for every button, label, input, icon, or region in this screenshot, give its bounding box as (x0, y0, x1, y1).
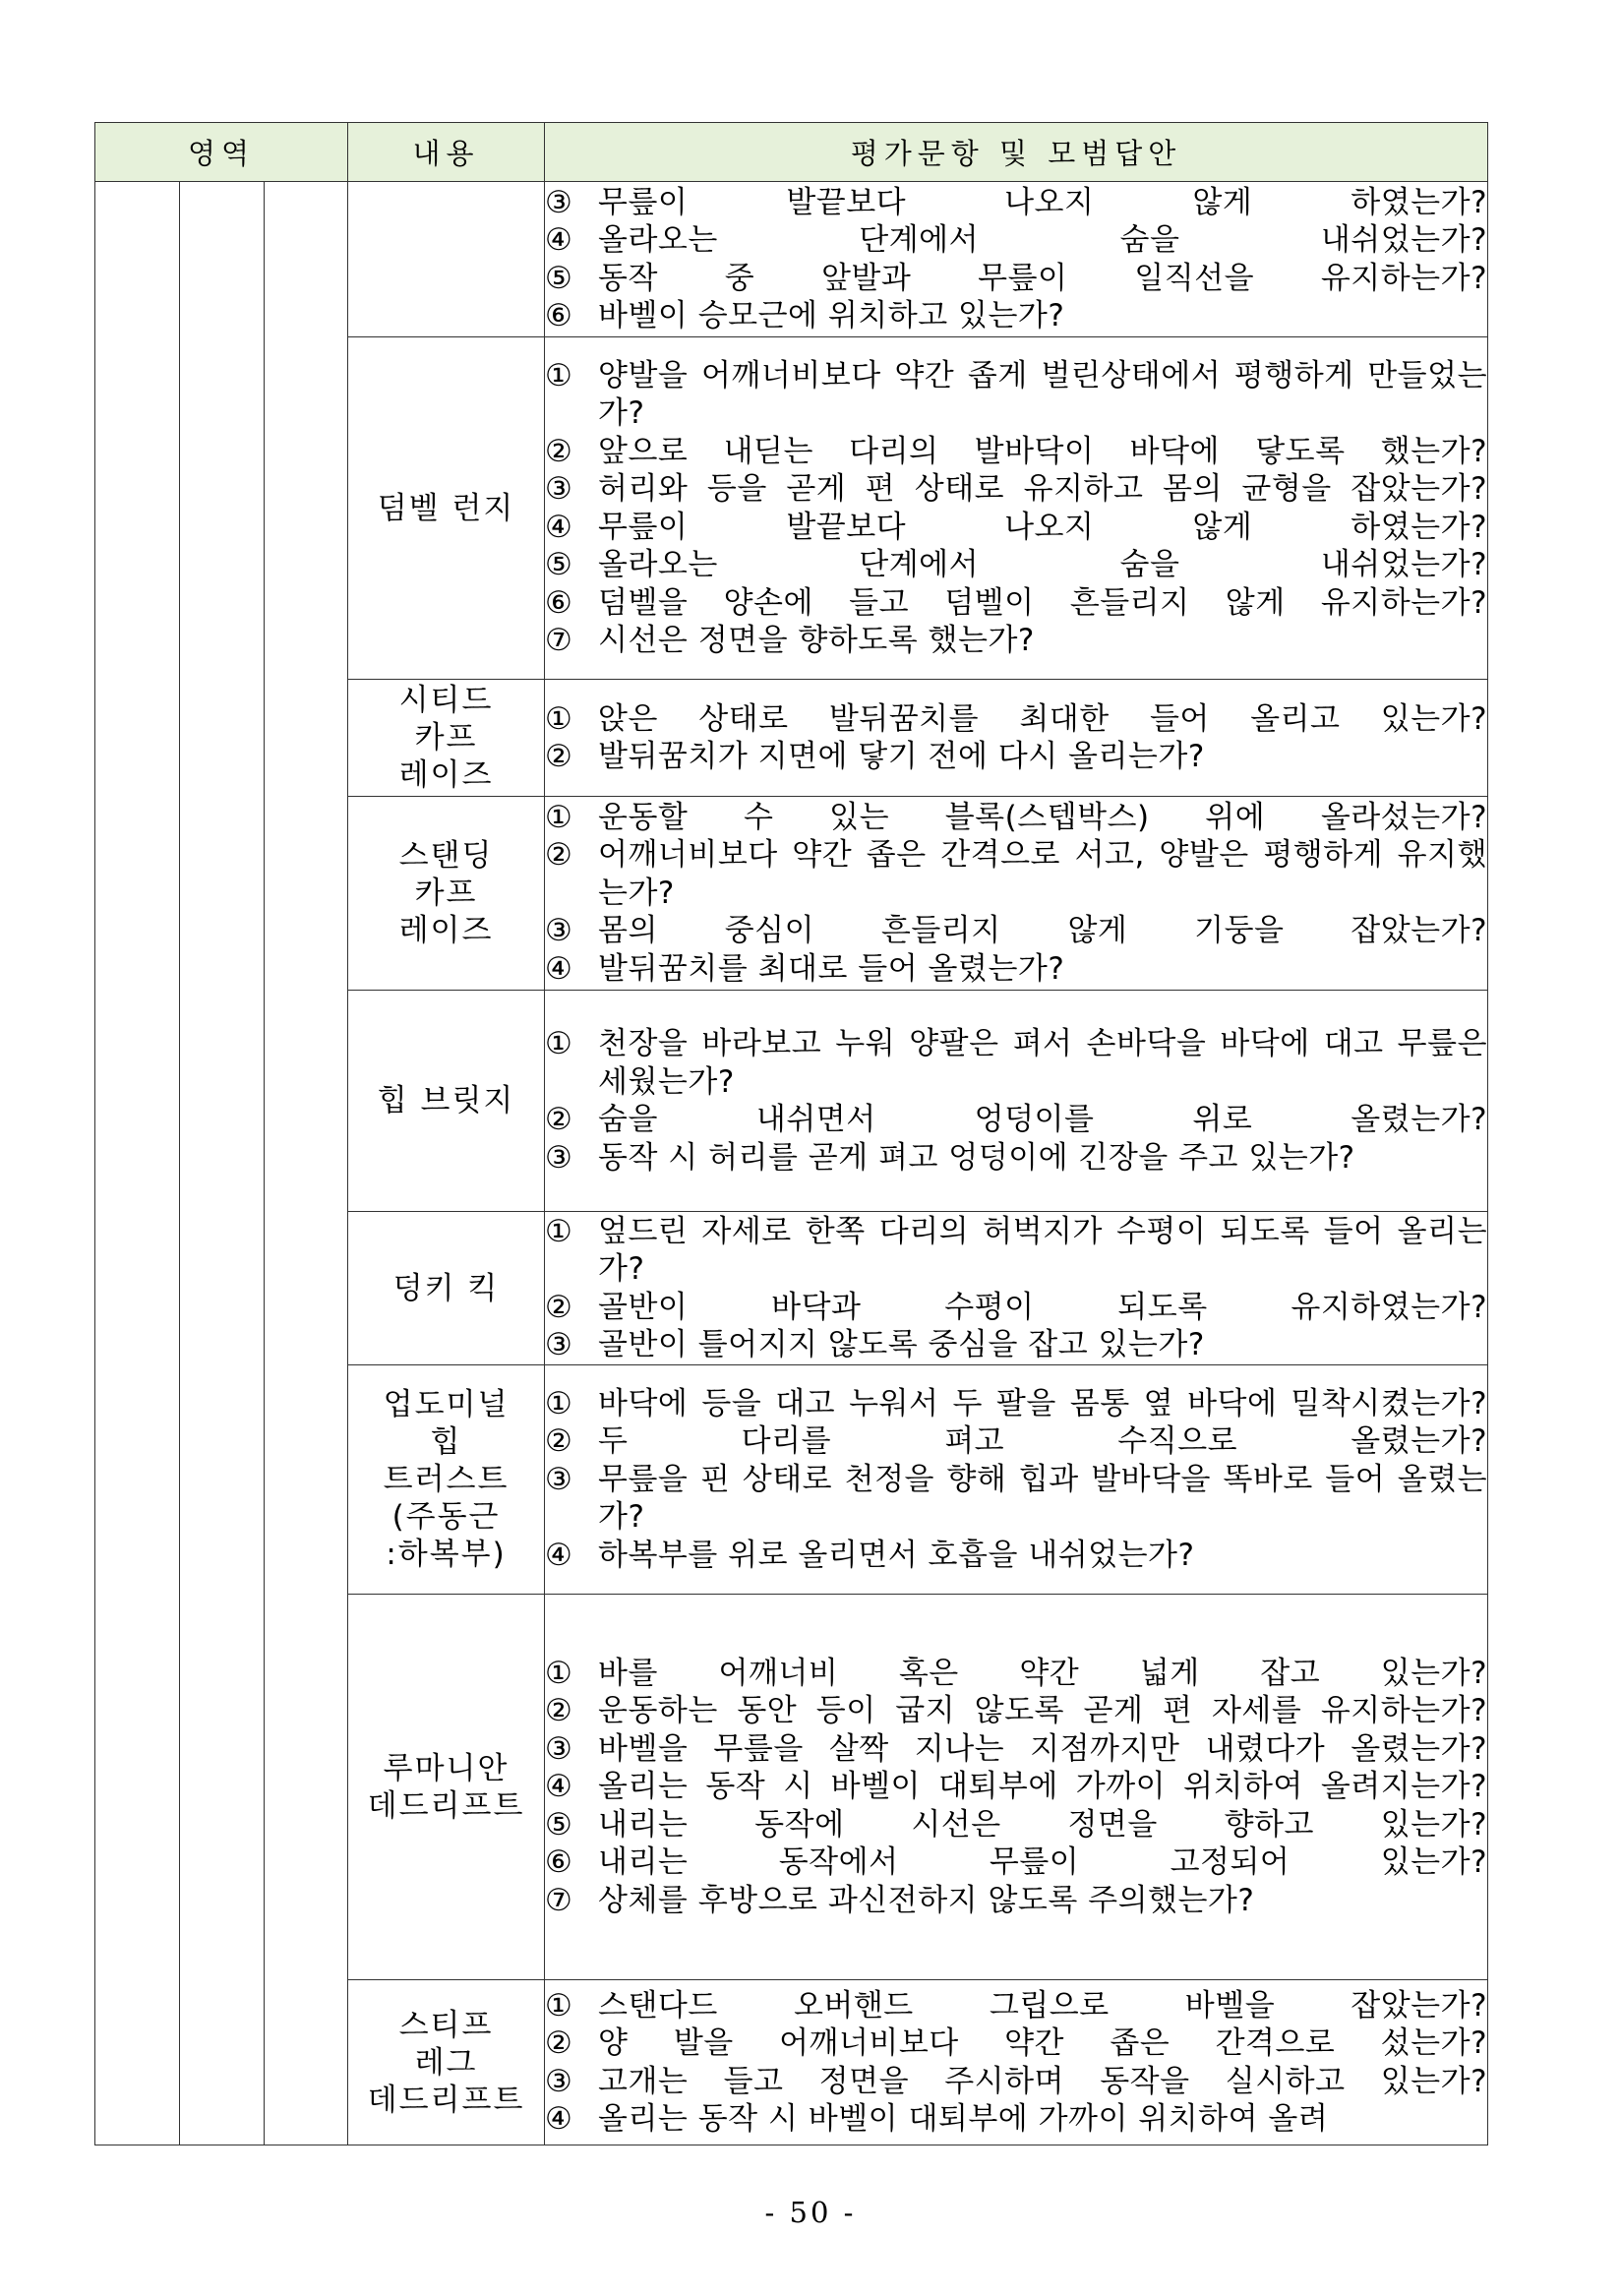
item-text: 발뒤꿈치를 최대로 들어 올렸는가? (598, 950, 1065, 987)
item-number: ③ (545, 184, 573, 220)
item-text: 발뒤꿈치가 지면에 닿기 전에 다시 올리는가? (598, 739, 1205, 774)
criteria-cell (545, 1980, 1488, 2145)
exercise-name (348, 991, 545, 1212)
item-text: 바벨이 승모근에 위치하고 있는가? (598, 298, 1065, 333)
evaluation-table (94, 122, 1488, 2145)
item-number: ⑦ (545, 623, 573, 658)
item-number: ④ (545, 1769, 573, 1805)
criteria-item (545, 1101, 1487, 1139)
criteria-item (545, 509, 1487, 547)
header-criteria: 평가문항 및 모범답안 (545, 123, 1488, 182)
item-text: 하복부를 위로 올리면서 호흡을 내쉬었는가? (598, 1537, 1195, 1573)
item-text: 올라오는 단계에서 숨을 내쉬었는가? (598, 547, 1488, 582)
item-text: 어깨너비보다 약간 좁은 간격으로 서고, 양발은 평행하게 유지했는가? (598, 837, 1488, 911)
criteria-item (545, 1289, 1487, 1327)
exercise-name-line: 데드리프트 (367, 1787, 525, 1824)
item-number: ③ (545, 1139, 573, 1176)
exercise-name-line: (주동근 (391, 1499, 501, 1535)
criteria-item (545, 221, 1487, 260)
criteria-item (545, 2024, 1487, 2063)
criteria-item (545, 1461, 1487, 1537)
criteria-cell (545, 797, 1488, 991)
header-area: 영역 (95, 123, 348, 182)
item-text: 엎드린 자세로 한쪽 다리의 허벅지가 수평이 되도록 들어 올리는가? (598, 1213, 1488, 1287)
item-text: 무릎을 핀 상태로 천정을 향해 힙과 발바닥을 똑바로 들어 올렸는가? (598, 1461, 1488, 1536)
item-number: ③ (545, 1327, 573, 1362)
item-number: ④ (545, 950, 573, 987)
item-text: 양 발을 어깨너비보다 약간 좁은 간격으로 섰는가? (598, 2025, 1488, 2061)
criteria-item (545, 1655, 1487, 1693)
criteria-item (545, 1987, 1487, 2025)
item-text: 스탠다드 오버핸드 그립으로 바벨을 잡았는가? (598, 1987, 1488, 2024)
area-col-2 (180, 182, 265, 2145)
item-number: ⑦ (545, 1882, 573, 1918)
criteria-item (545, 433, 1487, 471)
item-text: 운동할 수 있는 블록(스텝박스) 위에 올라섰는가? (598, 799, 1488, 835)
item-text: 내리는 동작에 시선은 정면을 향하고 있는가? (598, 1806, 1488, 1843)
criteria-item (545, 1806, 1487, 1844)
exercise-name-line: 데드리프트 (367, 2082, 525, 2118)
criteria-cell (545, 991, 1488, 1212)
criteria-item (545, 1537, 1487, 1575)
item-number: ① (545, 1026, 573, 1061)
criteria-item (545, 622, 1487, 660)
item-number: ⑤ (545, 1806, 573, 1843)
criteria-cell (545, 680, 1488, 797)
item-text: 올리는 동작 시 바벨이 대퇴부에 가까이 위치하여 올려 (598, 2101, 1329, 2137)
criteria-item (545, 700, 1487, 739)
criteria-cell (545, 1365, 1488, 1595)
exercise-name (348, 680, 545, 797)
area-col-1 (95, 182, 180, 2145)
exercise-name-line: 레그 (414, 2044, 478, 2081)
item-number: ⑤ (545, 547, 573, 582)
item-text: 골반이 틀어지지 않도록 중심을 잡고 있는가? (598, 1327, 1205, 1362)
exercise-name-line: 시티드 (398, 683, 494, 718)
item-text: 덤벨을 양손에 들고 덤벨이 흔들리지 않게 유지하는가? (598, 584, 1488, 621)
item-number: ④ (545, 1537, 573, 1573)
exercise-name (348, 797, 545, 991)
item-number: ① (545, 1987, 573, 2024)
exercise-name-line: 스티프 (398, 2007, 494, 2043)
item-text: 숨을 내쉬면서 엉덩이를 위로 올렸는가? (598, 1102, 1488, 1137)
item-number: ① (545, 1655, 573, 1691)
criteria-item (545, 297, 1487, 335)
criteria-item (545, 2063, 1487, 2101)
item-number: ② (545, 433, 573, 469)
item-number: ② (545, 1423, 573, 1460)
criteria-item (545, 546, 1487, 584)
exercise-name-line: 덤벨 런지 (377, 490, 515, 526)
exercise-name (348, 1595, 545, 1980)
criteria-cell (545, 1595, 1488, 1980)
item-text: 몸의 중심이 흔들리지 않게 기둥을 잡았는가? (598, 913, 1488, 949)
criteria-item (545, 584, 1487, 623)
item-text: 바벨을 무릎을 살짝 지나는 지점까지만 내렸다가 올렸는가? (598, 1730, 1488, 1767)
item-text: 올리는 동작 시 바벨이 대퇴부에 가까이 위치하여 올려지는가? (598, 1769, 1488, 1805)
table-header-row (95, 123, 1488, 182)
criteria-item (545, 950, 1487, 989)
item-number: ③ (545, 913, 573, 949)
item-text: 양발을 어깨너비보다 약간 좁게 벌린상태에서 평행하게 만들었는가? (598, 357, 1488, 431)
item-text: 앉은 상태로 발뒤꿈치를 최대한 들어 올리고 있는가? (598, 700, 1488, 737)
exercise-name-line: 카프 (414, 876, 478, 911)
item-text: 두 다리를 펴고 수직으로 올렸는가? (598, 1423, 1488, 1460)
item-number: ② (545, 2025, 573, 2061)
item-number: ② (545, 1102, 573, 1137)
exercise-name (348, 337, 545, 680)
item-number: ① (545, 799, 573, 835)
item-number: ⑤ (545, 260, 573, 296)
table-body (95, 182, 1488, 2145)
item-text: 바를 어깨너비 혹은 약간 넓게 잡고 있는가? (598, 1655, 1488, 1691)
criteria-item (545, 1843, 1487, 1882)
criteria-item (545, 1326, 1487, 1364)
item-number: ① (545, 1385, 573, 1421)
area-col-3 (265, 182, 348, 2145)
criteria-item (545, 260, 1487, 298)
exercise-name (348, 1365, 545, 1595)
exercise-name-line: 루마니안 (383, 1750, 510, 1786)
exercise-name-line: 레이즈 (398, 913, 494, 948)
exercise-name (348, 1980, 545, 2145)
criteria-cell (545, 182, 1488, 337)
item-text: 고개는 들고 정면을 주시하며 동작을 실시하고 있는가? (598, 2063, 1488, 2099)
criteria-item (545, 1025, 1487, 1101)
item-number: ② (545, 1693, 573, 1729)
criteria-cell (545, 1212, 1488, 1365)
criteria-item (545, 470, 1487, 509)
item-number: ⑥ (545, 298, 573, 333)
item-number: ⑥ (545, 584, 573, 621)
criteria-item (545, 1730, 1487, 1769)
item-text: 바닥에 등을 대고 누워서 두 팔을 몸통 옆 바닥에 밀착시켰는가? (598, 1385, 1488, 1421)
item-number: ② (545, 1289, 573, 1325)
item-number: ③ (545, 2063, 573, 2099)
exercise-name-line: :하복부) (386, 1537, 507, 1572)
item-text: 무릎이 발끝보다 나오지 않게 하였는가? (598, 184, 1488, 220)
criteria-item (545, 2100, 1487, 2139)
item-text: 상체를 후방으로 과신전하지 않도록 주의했는가? (598, 1882, 1255, 1918)
table-row (95, 182, 1488, 337)
item-number: ② (545, 739, 573, 774)
item-text: 동작 시 허리를 곧게 펴고 엉덩이에 긴장을 주고 있는가? (598, 1139, 1355, 1176)
criteria-item (545, 1213, 1487, 1289)
item-text: 앞으로 내딛는 다리의 발바닥이 바닥에 닿도록 했는가? (598, 433, 1488, 469)
exercise-name-line: 트러스트 (383, 1462, 510, 1497)
item-text: 시선은 정면을 향하도록 했는가? (598, 623, 1035, 658)
item-number: ⑥ (545, 1844, 573, 1881)
item-number: ③ (545, 1461, 573, 1497)
item-text: 동작 중 앞발과 무릎이 일직선을 유지하는가? (598, 260, 1488, 296)
item-number: ① (545, 1213, 573, 1249)
criteria-item (545, 1882, 1487, 1920)
item-text: 허리와 등을 곧게 편 상태로 유지하고 몸의 균형을 잡았는가? (598, 471, 1488, 507)
criteria-item (545, 184, 1487, 222)
item-number: ③ (545, 471, 573, 507)
criteria-item (545, 357, 1487, 433)
exercise-name-line: 스탠딩 (398, 838, 494, 874)
item-number: ④ (545, 509, 573, 545)
criteria-cell (545, 337, 1488, 680)
criteria-item (545, 1768, 1487, 1806)
criteria-item (545, 738, 1487, 776)
criteria-item (545, 836, 1487, 912)
exercise-name-line: 레이즈 (398, 757, 494, 793)
exercise-name-line: 카프 (414, 720, 478, 755)
item-text: 천장을 바라보고 누워 양팔은 펴서 손바닥을 바닥에 대고 무릎은 세웠는가? (598, 1026, 1488, 1100)
item-number: ④ (545, 2101, 573, 2137)
page-number: - 50 - (764, 2196, 857, 2229)
criteria-item (545, 1692, 1487, 1730)
item-text: 골반이 바닥과 수평이 되도록 유지하였는가? (598, 1289, 1488, 1325)
item-text: 무릎이 발끝보다 나오지 않게 하였는가? (598, 509, 1488, 545)
exercise-name (348, 182, 545, 337)
item-number: ① (545, 357, 573, 393)
exercise-name-line: 힙 브릿지 (377, 1083, 515, 1118)
exercise-name-line: 덩키 킥 (392, 1270, 500, 1306)
exercise-name (348, 1212, 545, 1365)
criteria-item (545, 912, 1487, 950)
item-text: 운동하는 동안 등이 굽지 않도록 곧게 편 자세를 유지하는가? (598, 1693, 1488, 1729)
item-number: ① (545, 700, 573, 737)
exercise-name-line: 힙 (430, 1424, 462, 1460)
item-text: 내리는 동작에서 무릎이 고정되어 있는가? (598, 1844, 1488, 1881)
exercise-name-line: 업도미널 (383, 1387, 510, 1422)
item-number: ④ (545, 222, 573, 258)
item-number: ② (545, 837, 573, 874)
criteria-item (545, 1385, 1487, 1423)
item-number: ③ (545, 1730, 573, 1767)
item-text: 올라오는 단계에서 숨을 내쉬었는가? (598, 222, 1488, 258)
criteria-item (545, 1422, 1487, 1461)
criteria-item (545, 799, 1487, 837)
criteria-item (545, 1139, 1487, 1178)
header-content: 내용 (348, 123, 545, 182)
